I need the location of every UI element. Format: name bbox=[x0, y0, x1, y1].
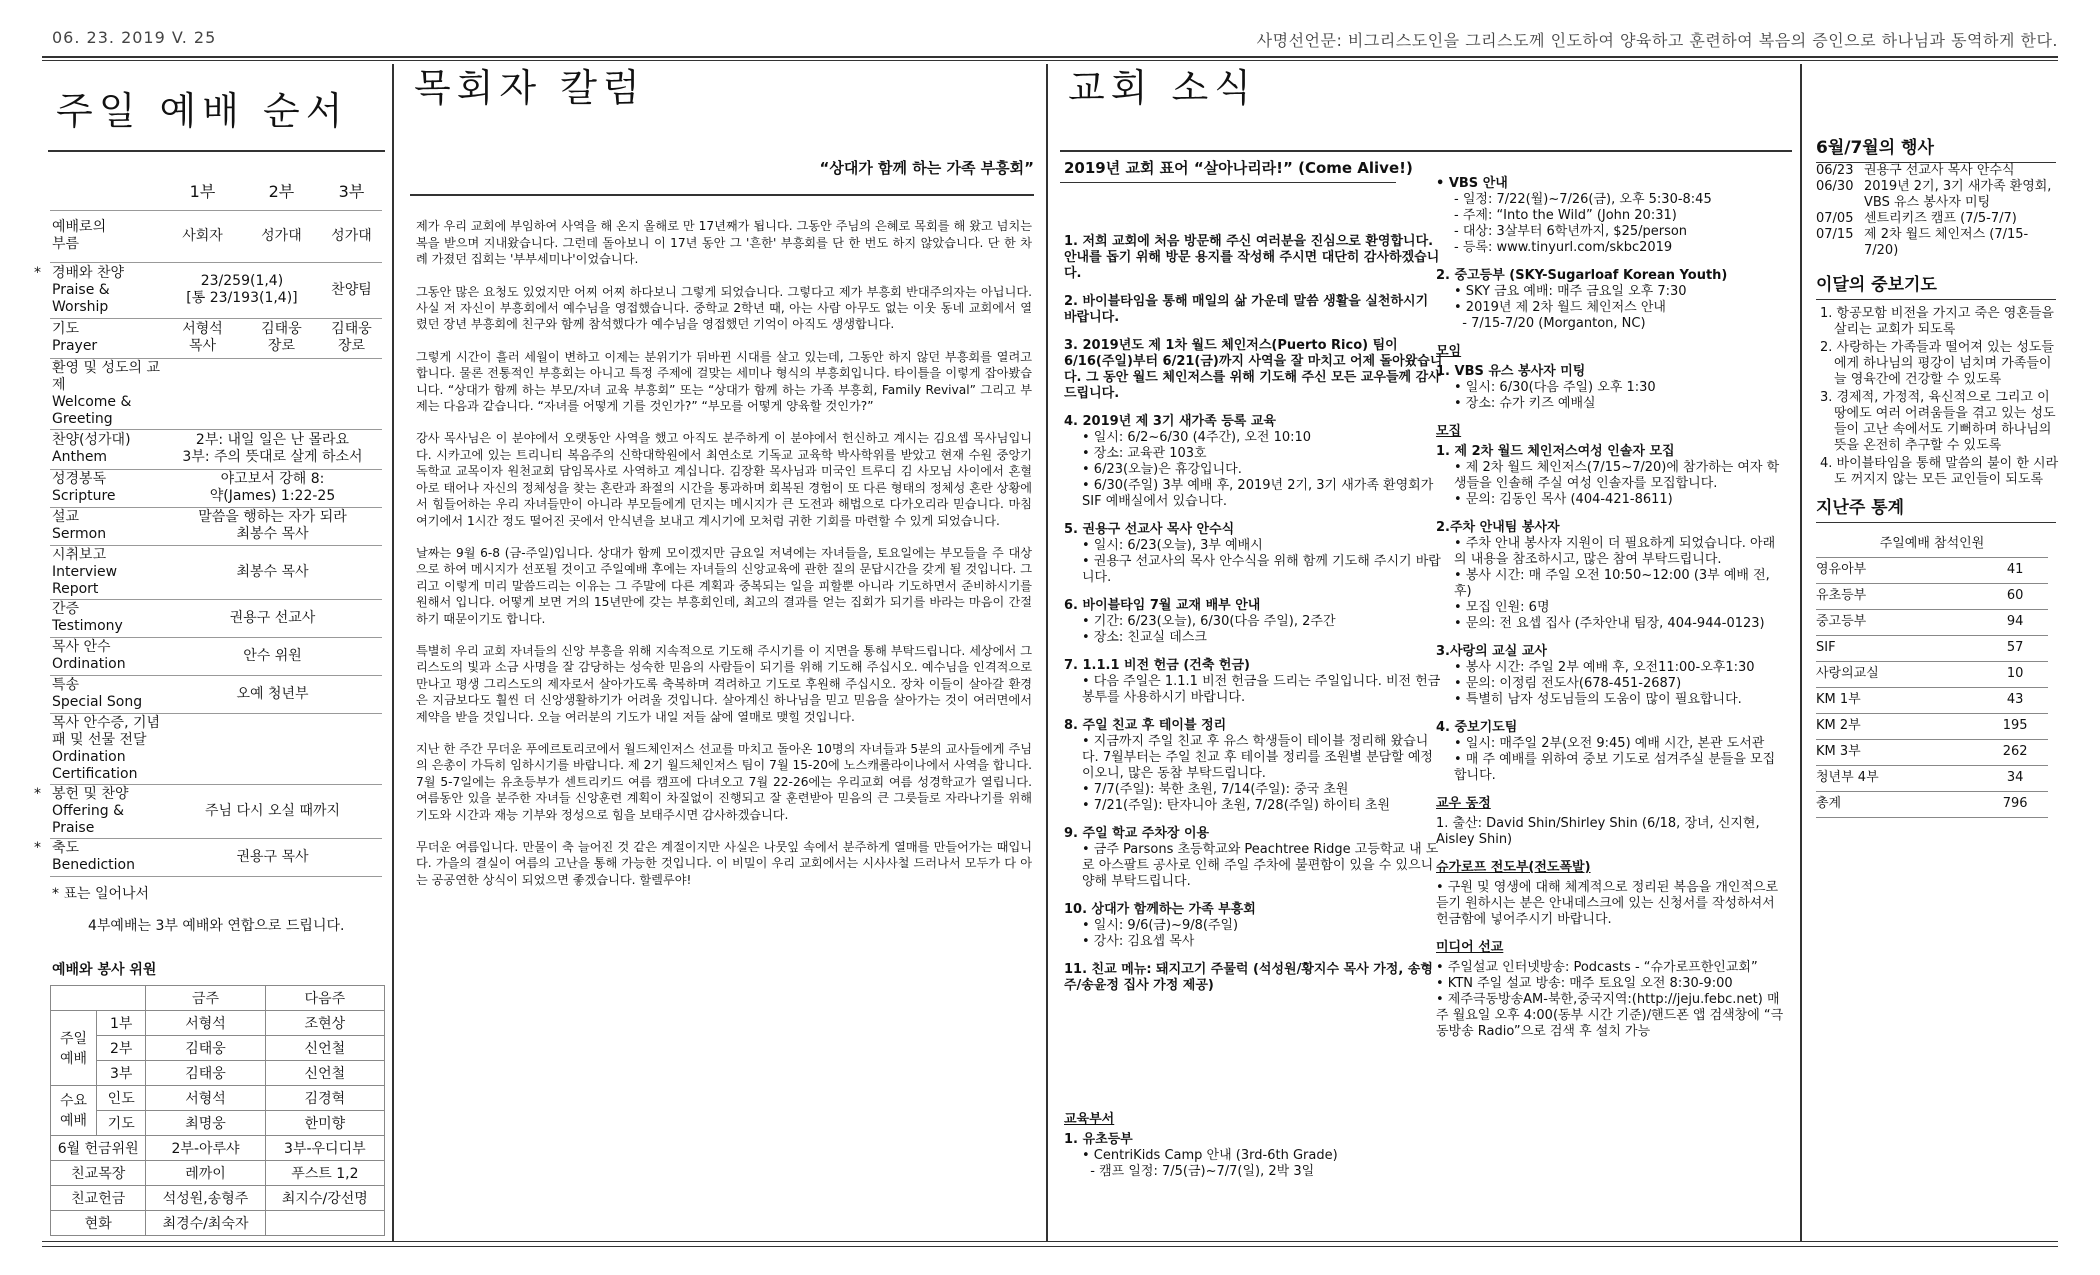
stats-value: 262 bbox=[1982, 739, 2048, 765]
stats-row bbox=[1816, 687, 2048, 713]
worship-item-value: 성가대 bbox=[321, 210, 382, 262]
worship-item-name: 특송 Special Song bbox=[52, 677, 143, 710]
stats-row bbox=[1816, 739, 2048, 765]
divider bbox=[1816, 522, 2056, 523]
column-paragraph: 무더운 여름입니다. 만물이 축 늘어진 것 같은 계절이지만 사실은 나뭇잎 속에서 분주하게 열매를 만들어가는 때입니다. 가을의 결실이 여름의 고난을 통해 가능한 것입니다. 이 비밀이 우리 교회에서는 시사사철 드러나서 모두가 다 아는 공공연한 상식이 되었으면 좋겠습니다. 할렐루야! bbox=[416, 840, 1032, 887]
news-item-detail: • 2019년 제 2차 월드 체인저스 안내 bbox=[1454, 300, 1666, 315]
news-item-detail: • 봉사 시간: 주일 2부 예배 후, 오전11:00-오후1:30 bbox=[1454, 660, 1755, 675]
news-item-detail: • 장소: 친교실 데스크 bbox=[1082, 630, 1207, 645]
worship-row bbox=[50, 545, 382, 599]
worship-item-value: 오예 청년부 bbox=[163, 675, 382, 713]
stand-marker: * bbox=[34, 264, 41, 281]
worship-item-value bbox=[163, 358, 382, 429]
worship-row bbox=[50, 318, 382, 358]
news-item-detail: • 장소: 슈가 키즈 예배실 bbox=[1454, 396, 1596, 411]
news-item-title: 1. 유초등부 bbox=[1064, 1132, 1133, 1147]
worship-item-value: 권용구 선교사 bbox=[163, 599, 382, 637]
news-item bbox=[1436, 444, 1786, 508]
news-item bbox=[1064, 414, 1444, 510]
worship-row bbox=[50, 262, 382, 318]
news-item-detail: • 문의: 전 요셉 집사 (주차안내 팀장, 404-944-0123) bbox=[1454, 616, 1765, 631]
stats-label: KM 2부 bbox=[1816, 713, 1982, 739]
volunteers-table bbox=[50, 985, 385, 1236]
stats-header: 주일예배 참석인원 bbox=[1816, 531, 2048, 557]
news-item-detail: • 일시: 매주일 2부(오전 9:45) 예배 시간, 본관 도서관 bbox=[1454, 736, 1765, 751]
worship-row bbox=[50, 784, 382, 838]
header-rule-thin bbox=[42, 60, 2058, 61]
divider bbox=[1060, 182, 1396, 183]
volunteer-row bbox=[51, 1185, 385, 1210]
worship-order-section bbox=[34, 64, 389, 1241]
worship-item-value: 서형석 목사 bbox=[163, 318, 242, 358]
stats-row bbox=[1816, 791, 2048, 817]
star-note: * 표는 일어나서 bbox=[52, 885, 150, 902]
worship-row bbox=[50, 675, 382, 713]
volunteers-header-row bbox=[51, 985, 385, 1010]
column-subtitle: “상대가 함께 하는 가족 부흥회” bbox=[819, 159, 1034, 177]
news-item-detail: - 대상: 3살부터 6학년까지, $25/person bbox=[1454, 224, 1688, 239]
worship-item-label bbox=[50, 358, 163, 429]
stats-title: 지난주 통계 bbox=[1816, 498, 1905, 518]
news-item bbox=[1064, 598, 1444, 646]
volunteer-next-week: 3부-우디디부 bbox=[265, 1135, 384, 1160]
news-item bbox=[1436, 176, 1786, 256]
stats-value: 796 bbox=[1982, 791, 2048, 817]
news-item-title: 1. VBS 유스 봉사자 미팅 bbox=[1436, 364, 1586, 379]
members-news: 1. 출산: David Shin/Shirley Shin (6/18, 장녀, 신지현, Aisley Shin) bbox=[1436, 816, 1760, 847]
volunteer-group: 6월 헌금위원 bbox=[51, 1135, 146, 1160]
service-col-header: 2부 bbox=[242, 174, 321, 210]
column-title: 목회자 칼럼 bbox=[414, 66, 646, 110]
worship-order-table bbox=[34, 174, 382, 877]
news-item-title: 5. 권용구 선교사 목사 안수식 bbox=[1064, 522, 1235, 537]
stats-row bbox=[1816, 661, 2048, 687]
worship-item-name: 성경봉독 Scripture bbox=[52, 471, 116, 504]
meeting-heading: 모임 bbox=[1436, 344, 1462, 359]
news-item bbox=[1064, 1132, 1444, 1180]
stats-row bbox=[1816, 609, 2048, 635]
worship-item-label bbox=[50, 429, 163, 469]
volunteer-this-week: 최명웅 bbox=[146, 1110, 265, 1135]
stats-label: 청년부 4부 bbox=[1816, 765, 1982, 791]
news-item bbox=[1064, 718, 1444, 814]
events-section bbox=[1812, 64, 2060, 1241]
worship-item-name: 목사 안수증, 기념패 및 선물 전달 Ordination Certification bbox=[52, 714, 161, 782]
worship-item-value: 김태웅 장로 bbox=[242, 318, 321, 358]
stats-label: SIF bbox=[1816, 635, 1982, 661]
worship-row bbox=[50, 358, 382, 429]
divider bbox=[48, 150, 385, 152]
news-item-detail: • 7/21(주일): 탄자니아 초원, 7/28(주일) 하이티 초원 bbox=[1082, 798, 1391, 813]
volunteer-next-week: 김경혁 bbox=[265, 1085, 384, 1110]
news-item bbox=[1064, 962, 1444, 994]
media-item: • 주일설교 인터넷방송: Podcasts - “슈가로프한인교회” bbox=[1436, 960, 1758, 975]
worship-item-value: 말씀을 행하는 자가 되라 최봉수 목사 bbox=[163, 507, 382, 545]
media-item: • KTN 주일 설교 방송: 매주 토요일 오전 8:30-9:00 bbox=[1436, 976, 1733, 991]
volunteer-group: 주일 예배 bbox=[51, 1010, 97, 1085]
news-left-column bbox=[1064, 234, 1444, 1192]
column-divider bbox=[392, 64, 394, 1241]
pastor-column-section bbox=[402, 64, 1042, 1241]
volunteer-row bbox=[51, 1210, 385, 1235]
edu-heading: 교육부서 bbox=[1064, 1112, 1115, 1127]
stats-label: 총계 bbox=[1816, 791, 1982, 817]
volunteer-row bbox=[51, 1135, 385, 1160]
worship-item-label bbox=[50, 318, 163, 358]
volunteer-this-week: 서형석 bbox=[146, 1010, 265, 1035]
volunteer-group: 현화 bbox=[51, 1210, 146, 1235]
header-cell bbox=[50, 174, 163, 210]
column-divider bbox=[1046, 64, 1048, 1241]
worship-item-label bbox=[50, 675, 163, 713]
news-right-column bbox=[1436, 176, 1786, 1040]
worship-item-label bbox=[34, 784, 163, 838]
worship-item-value: 성가대 bbox=[242, 210, 321, 262]
header-bar bbox=[42, 28, 2058, 54]
news-item-title: 3.사랑의 교실 교사 bbox=[1436, 644, 1547, 659]
news-item-title: 11. 친교 메뉴: 돼지고기 주물럭 (석성원/황지수 목사 가정, 송형주/송윤정 집사 가정 제공) bbox=[1064, 962, 1433, 993]
news-item-detail: • 매 주 예배를 위하여 중보 기도로 섬겨주실 분들을 모집합니다. bbox=[1454, 752, 1776, 783]
volunteer-role: 기도 bbox=[97, 1110, 146, 1135]
events-title: 6월/7월의 행사 bbox=[1816, 138, 1934, 158]
members-heading: 교우 동정 bbox=[1436, 796, 1491, 811]
volunteer-next-week: 신언철 bbox=[265, 1035, 384, 1060]
volunteer-this-week: 2부-아루샤 bbox=[146, 1135, 265, 1160]
stats-row bbox=[1816, 583, 2048, 609]
volunteer-this-week: 최경수/최숙자 bbox=[146, 1210, 265, 1235]
worship-item-name: 찬양(성가대) Anthem bbox=[52, 432, 131, 465]
event-text: 제 2차 월드 체인저스 (7/15-7/20) bbox=[1864, 227, 2029, 258]
event-text: 센트리키즈 캠프 (7/5-7/7) bbox=[1864, 211, 2017, 226]
news-item-detail: - 주제: “Into the Wild” (John 20:31) bbox=[1454, 208, 1677, 223]
stats-label: KM 1부 bbox=[1816, 687, 1982, 713]
worship-item-name: 설교 Sermon bbox=[52, 509, 107, 542]
worship-title: 주일 예배 순서 bbox=[56, 89, 349, 133]
volunteer-this-week: 김태웅 bbox=[146, 1035, 265, 1060]
news-item-detail: • 6/30(주일) 3부 예배 후, 2019년 2기, 3기 새가족 환영회가 SIF 예배실에서 있습니다. bbox=[1082, 478, 1438, 509]
event-row bbox=[1816, 179, 2060, 211]
stats-value: 57 bbox=[1982, 635, 2048, 661]
worship-item-label bbox=[34, 262, 163, 318]
news-item-title: 4. 중보기도팀 bbox=[1436, 720, 1518, 735]
news-item-detail: • CentriKids Camp 안내 (3rd-6th Grade) bbox=[1082, 1148, 1338, 1163]
mission-statement: 사명선언문: 비그리스도인을 그리스도께 인도하여 양육하고 훈련하여 복음의 증인으로 하나님과 동역하게 한다. bbox=[1256, 31, 2058, 50]
news-item-detail: • 6/23(오늘)은 휴강입니다. bbox=[1082, 462, 1242, 477]
volunteer-this-week: 서형석 bbox=[146, 1085, 265, 1110]
news-item-title: 1. 저희 교회에 처음 방문해 주신 여러분을 진심으로 환영합니다. 안내를 돕기 위해 방문 용지를 작성해 주시면 대단히 감사하겠습니다. bbox=[1064, 234, 1440, 281]
worship-item-value: 사회자 bbox=[163, 210, 242, 262]
worship-item-value: 23/259(1,4) [통 23/193(1,4)] bbox=[163, 262, 321, 318]
church-news-section bbox=[1056, 64, 1796, 1241]
volunteer-row bbox=[51, 1160, 385, 1185]
column-divider bbox=[1800, 64, 1802, 1241]
news-item-detail: • 일시: 6/30(다음 주일) 오후 1:30 bbox=[1454, 380, 1656, 395]
volunteer-next-week: 조현상 bbox=[265, 1010, 384, 1035]
header-rule bbox=[42, 56, 2058, 58]
news-item-title: 2.주차 안내팀 봉사자 bbox=[1436, 520, 1560, 535]
column-body bbox=[402, 218, 1042, 888]
column-paragraph: 강사 목사님은 이 분야에서 오랫동안 사역을 했고 아직도 분주하게 이 분야에서 헌신하고 계시는 김요셉 목사님입니다. 시카고에 있는 트리니티 복음주의 신학대학원에서 최연소로 기독교 교육학 박사학위를 받았고 현재 수원 중앙기독학교 교목이자 원천교회 담임목사로 사역하고 계십니다. 김장환 목사님과 미국인 트루디 김 사모님 사이에서 혼혈아로 태어나 자신의 정체성을 찾는 혼란과 좌절의 시간을 통과하며 회복된 경험이 또 다른 형태의 정체성 혼란 상황에서 힘들어하는 우리 자녀들만이 아니라 부모들에게 던지는 메시지가 큰 도전과 해법으로 다가오리라 믿습니다. 마침 여기에서 1시간 정도 떨어진 곳에서 안식년을 보내고 계시기에 모처럼 귀한 기회를 마련할 수 있게 되었습니다. bbox=[416, 431, 1032, 528]
week-header: 다음주 bbox=[265, 985, 384, 1010]
column-paragraph: 지난 한 주간 무더운 푸에르토리코에서 월드체인저스 선교를 마치고 돌아온 10명의 자녀들과 5분의 교사들에게 주님의 은총이 가득히 임하시기를 바랍니다. 제 2기 월드체인저스 팀이 7월 15-20에 노스캐롤라이나에서 사역을 합니다. 7월 5-7일에는 유초등부가 센트리키드 여름 캠프에 다녀오고 7월 22-26에는 우리교회 여름 성경학교가 열립니다. 여름동안 있을 분주한 자녀들 신앙훈련 계획이 차질없이 진행되고 잘 훈련받아 믿음의 큰 그릇들로 자라나기를 위해 기도와 시간과 재능 기부와 정성으로 힘을 보태주시면 감사하겠습니다. bbox=[416, 741, 1032, 822]
event-date: 07/15 bbox=[1816, 227, 1854, 242]
news-title: 교회 소식 bbox=[1068, 66, 1257, 110]
stats-label: KM 3부 bbox=[1816, 739, 1982, 765]
news-item-detail: • 다음 주일은 1.1.1 비전 헌금을 드리는 주일입니다. 비전 헌금 봉투를 사용하시기 바랍니다. bbox=[1082, 674, 1445, 705]
news-item-title: 1. 제 2차 월드 체인저스여성 인솔자 모집 bbox=[1436, 444, 1675, 459]
stats-row bbox=[1816, 765, 2048, 791]
stats-value: 94 bbox=[1982, 609, 2048, 635]
column-paragraph: 제가 우리 교회에 부임하여 사역을 해 온지 올해로 만 17년째가 됩니다. 그동안 주님의 은혜로 목회를 해 왔고 넘치는 복을 받으며 지내왔습니다. 그런데 돌아보니 이 17년 동안 그 '흔한' 부흥회를 단 한 번도 하지 않았습니다. 단 한 차례 가졌던 집회는 '부부세미나'이었습니다. bbox=[416, 219, 1032, 267]
worship-item-label bbox=[50, 637, 163, 675]
stats-row bbox=[1816, 635, 2048, 661]
volunteer-row bbox=[51, 1010, 385, 1035]
news-item-detail: • 봉사 시간: 매 주일 오전 10:50~12:00 (3부 예배 전, 후) bbox=[1454, 568, 1774, 599]
news-item-detail: • 일시: 9/6(금)~9/8(주일) bbox=[1082, 918, 1239, 933]
news-item-title: 4. 2019년 제 3기 새가족 등록 교육 bbox=[1064, 414, 1276, 429]
news-item-title: 6. 바이블타임 7월 교재 배부 안내 bbox=[1064, 598, 1261, 613]
combined-service-note: 4부예배는 3부 예배와 연합으로 드립니다. bbox=[88, 917, 345, 934]
stats-value: 60 bbox=[1982, 583, 2048, 609]
worship-item-name: 목사 안수 Ordination bbox=[52, 639, 126, 672]
news-item-detail: • 일시: 6/2~6/30 (4주간), 오전 10:10 bbox=[1082, 430, 1312, 445]
volunteer-this-week: 석성원,송형주 bbox=[146, 1185, 265, 1210]
volunteer-group: 친교목장 bbox=[51, 1160, 146, 1185]
worship-item-name: 축도 Benediction bbox=[52, 840, 135, 873]
prayer-item: 3. 경제적, 가정적, 육신적으로 그리고 이 땅에도 여러 어려움들을 겪고 있는 성도들이 고난 속에서도 기뻐하며 하나님의 뜻을 온전히 추구할 수 있도록 bbox=[1820, 390, 2056, 453]
worship-row bbox=[50, 713, 382, 784]
media-item: • 제주극동방송AM-북한,중국지역:(http://jeju.febc.net) 매주 월요일 오후 4:00(동부 시간 기준)/핸드폰 앱 검색창에 “극동방송 Radio”으로 검색 후 설치 가능 bbox=[1436, 992, 1784, 1039]
worship-row bbox=[50, 637, 382, 675]
stats-row bbox=[1816, 557, 2048, 583]
service-col-header: 3부 bbox=[321, 174, 382, 210]
worship-item-label bbox=[50, 469, 163, 507]
prayer-list bbox=[1820, 306, 2060, 488]
worship-item-name: 간증 Testimony bbox=[52, 601, 123, 634]
news-item-detail: • 권용구 선교사의 목사 안수식을 위해 함께 기도해 주시기 바랍니다. bbox=[1082, 554, 1441, 585]
volunteer-next-week: 신언철 bbox=[265, 1060, 384, 1085]
news-item-detail: • 일시: 6/23(오늘), 3부 예배시 bbox=[1082, 538, 1263, 553]
news-item bbox=[1064, 522, 1444, 586]
spacer bbox=[1812, 64, 2060, 140]
worship-row bbox=[50, 469, 382, 507]
news-item-detail: • SKY 금요 예배: 매주 금요일 오후 7:30 bbox=[1454, 284, 1687, 299]
worship-header-row bbox=[50, 174, 382, 210]
column-paragraph: 특별히 우리 교회 자녀들의 신앙 부흥을 위해 지속적으로 기도해 주시기를 이 지면을 통해 부탁드립니다. 세상에서 그리스도의 빛과 소금 사명을 잘 감당하는 성숙한 믿음의 사람들이 되기를 위해 기도해 주십시오. 예수님을 인격적으로 만나고 평생 그리스도의 제자로서 살아가도록 축복하며 격려하고 기도로 후원해 주십시오. 장차 이들이 살아갈 환경은 지금보다도 훨씬 더 신앙생활하기가 어려울 것입니다. 살아계신 하나님을 믿고 믿음을 살아가는 것이 여러면에서 제약을 받을 것입니다. 오늘 여러분의 기도가 내일 저들 삶에 열매로 맺힐 것입니다. bbox=[416, 643, 1032, 724]
volunteer-role: 2부 bbox=[97, 1035, 146, 1060]
news-item-title: 10. 상대가 함께하는 가족 부흥회 bbox=[1064, 902, 1256, 917]
worship-item-name: 경배와 찬양 Praise & Worship bbox=[52, 264, 125, 315]
news-item-detail: - 일정: 7/22(월)~7/26(금), 오후 5:30-8:45 bbox=[1454, 192, 1712, 207]
worship-item-name: 봉헌 및 찬양 Offering & Praise bbox=[52, 785, 129, 836]
news-item-detail: • 문의: 김동인 목사 (404-421-8611) bbox=[1454, 492, 1673, 507]
stats-row bbox=[1816, 713, 2048, 739]
news-item-detail: • 주차 안내 봉사자 지원이 더 필요하게 되었습니다. 아래의 내용을 참조하시고, 많은 참여 부탁드립니다. bbox=[1454, 536, 1776, 567]
worship-item-value: 안수 위원 bbox=[163, 637, 382, 675]
news-item-detail: • 문의: 이정림 전도사(678-451-2687) bbox=[1454, 676, 1682, 691]
news-item-detail: • 강사: 김요셉 목사 bbox=[1082, 934, 1195, 949]
event-text: 2019년 2기, 3기 새가족 환영회, VBS 유스 봉사자 미팅 bbox=[1864, 179, 2052, 210]
worship-item-value: 2부: 내일 일은 난 몰라요 3부: 주의 뜻대로 살게 하소서 bbox=[163, 429, 382, 469]
header-cell bbox=[51, 985, 146, 1010]
prayer-item: 1. 항공모함 비전을 가지고 죽은 영혼들을 살리는 교회가 되도록 bbox=[1820, 306, 2054, 337]
evangelism-heading: 슈가로프 전도부(전도폭발) bbox=[1436, 860, 1591, 875]
volunteer-next-week: 푸스트 1,2 bbox=[265, 1160, 384, 1185]
worship-item-label bbox=[50, 545, 163, 599]
column-paragraph: 그동안 많은 요청도 있었지만 어찌 어찌 하다보니 그렇게 되었습니다. 그렇다고 제가 부흥회 반대주의자는 아닙니다. 사실 저 자신이 부흥회에서 예수님을 영접했습니다. 중학교 2학년 때, 아는 사람 아무도 없는 이웃 동네 교회에서 열렸던 장년 부흥회에 친구와 함께 참석했다가 예수님을 영접했던 기억이 아직도 생생합니다. bbox=[416, 284, 1032, 332]
volunteers-title: 예배와 봉사 위원 bbox=[52, 961, 157, 978]
column-paragraph: 날짜는 9월 6-8 (금-주일)입니다. 상대가 함께 모이겠지만 금요일 저녁에는 자녀들을, 토요일에는 부모들을 주 대상으로 하여 메시지가 선포될 것이고 주일예배 후에는 자녀들의 신앙교육에 관한 질의 문답시간을 갖게 될 것입니다. 그리고 이렇게 미리 말씀드리는 이유는 그 주말에 다른 계획과 중복되는 일을 피할뿐 아니라 기도하면서 준비하시기를 원해서 입니다. 어떻게 보면 거의 15년만에 갖는 부흥회인데, 최고의 결과를 얻는 집회가 되기를 바라는 마음이 간절하기 때문이기도 합니다. bbox=[416, 545, 1032, 626]
worship-row bbox=[50, 838, 382, 876]
news-item-detail: • 지금까지 주일 친교 후 유스 학생들이 테이블 정리해 왔습니다. 7월부터는 주일 친교 후 테이블 정리를 조원별 분담할 예정이오니, 많은 동참 부탁드립니다. bbox=[1082, 734, 1433, 781]
volunteer-role: 1부 bbox=[97, 1010, 146, 1035]
media-heading: 미디어 선교 bbox=[1436, 940, 1504, 955]
event-date: 07/05 bbox=[1816, 211, 1854, 226]
worship-item-name: 예배로의 부름 bbox=[52, 219, 107, 252]
volunteer-row bbox=[51, 1060, 385, 1085]
service-col-header: 1부 bbox=[163, 174, 242, 210]
footer-rule bbox=[42, 1241, 2058, 1247]
volunteer-row bbox=[51, 1085, 385, 1110]
volunteer-role: 인도 bbox=[97, 1085, 146, 1110]
news-item-detail: - 등록: www.tinyurl.com/skbc2019 bbox=[1454, 240, 1673, 255]
worship-row bbox=[50, 507, 382, 545]
event-date: 06/23 bbox=[1816, 163, 1854, 178]
worship-row bbox=[50, 599, 382, 637]
worship-item-value: 최봉수 목사 bbox=[163, 545, 382, 599]
news-item-title: 9. 주일 학교 주차장 이용 bbox=[1064, 826, 1210, 841]
news-item-detail: • 7/7(주일): 북한 초원, 7/14(주일): 중국 초원 bbox=[1082, 782, 1349, 797]
news-item-title: 7. 1.1.1 비전 헌금 (건축 헌금) bbox=[1064, 658, 1250, 673]
stats-header-row bbox=[1816, 531, 2048, 557]
divider bbox=[1060, 150, 1792, 152]
news-item bbox=[1436, 364, 1786, 412]
issue-date: 06. 23. 2019 V. 25 bbox=[52, 28, 217, 47]
volunteer-next-week bbox=[265, 1210, 384, 1235]
church-motto: 2019년 교회 표어 “살아나리라!” (Come Alive!) bbox=[1064, 159, 1413, 177]
worship-item-value: 야고보서 강해 8: 약(James) 1:22-25 bbox=[163, 469, 382, 507]
divider bbox=[1816, 299, 2056, 300]
worship-item-name: 기도 Prayer bbox=[52, 321, 98, 354]
stats-value: 41 bbox=[1982, 557, 2048, 583]
event-date: 06/30 bbox=[1816, 179, 1854, 194]
news-item bbox=[1436, 644, 1786, 708]
worship-item-label bbox=[50, 507, 163, 545]
stats-label: 유초등부 bbox=[1816, 583, 1982, 609]
event-row bbox=[1816, 163, 2060, 179]
news-item bbox=[1064, 902, 1444, 950]
news-item bbox=[1436, 720, 1786, 784]
stand-marker: * bbox=[34, 785, 41, 802]
worship-item-value: 주님 다시 오실 때까지 bbox=[163, 784, 382, 838]
stats-label: 사랑의교실 bbox=[1816, 661, 1982, 687]
news-item bbox=[1436, 268, 1786, 332]
news-item-detail: • 장소: 교육관 103호 bbox=[1082, 446, 1207, 461]
worship-item-label bbox=[34, 838, 163, 876]
news-item-detail: - 캠프 일정: 7/5(금)~7/7(일), 2박 3일 bbox=[1082, 1164, 1315, 1179]
worship-item-value: 찬양팀 bbox=[321, 262, 382, 318]
stats-table bbox=[1816, 531, 2048, 818]
volunteer-next-week: 최지수/강선명 bbox=[265, 1185, 384, 1210]
event-text: 권용구 선교사 목사 안수식 bbox=[1864, 163, 2015, 178]
news-item-title: • VBS 안내 bbox=[1436, 176, 1508, 191]
news-item bbox=[1064, 826, 1444, 890]
volunteer-group: 수요 예배 bbox=[51, 1085, 97, 1135]
news-item bbox=[1064, 294, 1444, 326]
events-list bbox=[1816, 163, 2060, 259]
worship-item-label bbox=[50, 210, 163, 262]
news-item bbox=[1064, 234, 1444, 282]
news-item-detail: • 기간: 6/23(오늘), 6/30(다음 주일), 2주간 bbox=[1082, 614, 1336, 629]
worship-row bbox=[50, 429, 382, 469]
volunteer-this-week: 레까이 bbox=[146, 1160, 265, 1185]
stats-value: 43 bbox=[1982, 687, 2048, 713]
stats-value: 34 bbox=[1982, 765, 2048, 791]
stats-value: 195 bbox=[1982, 713, 2048, 739]
event-row bbox=[1816, 211, 2060, 227]
volunteer-row bbox=[51, 1035, 385, 1060]
news-item-title: 2. 중고등부 (SKY-Sugarloaf Korean Youth) bbox=[1436, 268, 1728, 283]
week-header: 금주 bbox=[146, 985, 265, 1010]
volunteer-role: 3부 bbox=[97, 1060, 146, 1085]
stats-label: 영유아부 bbox=[1816, 557, 1982, 583]
volunteer-row bbox=[51, 1110, 385, 1135]
news-item bbox=[1064, 658, 1444, 706]
prayer-item: 2. 사랑하는 가족들과 떨어져 있는 성도들에게 하나님의 평강이 넘치며 가족들이 늘 영육간에 건강할 수 있도록 bbox=[1820, 340, 2054, 387]
stats-value: 10 bbox=[1982, 661, 2048, 687]
news-item-title: 8. 주일 친교 후 테이블 정리 bbox=[1064, 718, 1227, 733]
stand-marker: * bbox=[34, 840, 41, 856]
news-item-detail: • 제 2차 월드 체인저스(7/15~7/20)에 참가하는 여자 학생들을 인솔해 주실 여성 인솔자를 모집합니다. bbox=[1454, 460, 1780, 491]
stats-label: 중고등부 bbox=[1816, 609, 1982, 635]
divider bbox=[410, 194, 1034, 196]
worship-item-name: 환영 및 성도의 교제 Welcome & Greeting bbox=[52, 359, 161, 427]
news-item bbox=[1064, 338, 1444, 402]
news-item-detail: • 금주 Parsons 초등학교와 Peachtree Ridge 고등학교 내 도로 아스팔트 공사로 인해 주일 주차에 불편함이 있을 수 있으니 양해 부탁드립니다. bbox=[1082, 842, 1439, 889]
news-item-detail: - 7/15-7/20 (Morganton, NC) bbox=[1454, 316, 1646, 331]
worship-item-value: 권용구 목사 bbox=[163, 838, 382, 876]
volunteer-next-week: 한미향 bbox=[265, 1110, 384, 1135]
news-item-detail: • 특별히 남자 성도님들의 도움이 많이 필요합니다. bbox=[1454, 692, 1742, 707]
worship-item-value: 김태웅 장로 bbox=[321, 318, 382, 358]
evangelism-text: • 구원 및 영생에 대해 체계적으로 정리된 복음을 개인적으로 듣기 원하시는 분은 안내데스크에 있는 신청서를 작성하셔서 헌금함에 넣어주시기 바랍니다. bbox=[1436, 880, 1779, 927]
worship-item-name: 시취보고 Interview Report bbox=[52, 546, 118, 597]
prayer-title: 이달의 중보기도 bbox=[1816, 275, 1937, 295]
prayer-item: 4. 바이블타임을 통해 말씀의 불이 한 시라도 꺼지지 않는 모든 교인들이 되도록 bbox=[1820, 456, 2059, 487]
event-row bbox=[1816, 227, 2060, 259]
column-paragraph: 그렇게 시간이 흘러 세월이 변하고 이제는 분위기가 뒤바뀐 시대를 살고 있는데, 그동안 하지 않던 부흥회를 열려고 합니다. 물론 전통적인 부흥회는 아니고 특정 주제에 걸맞는 세미나 형식의 부흥회입니다. 타이틀을 이렇게 잡아봤습니다. “상대가 함께 하는 부모/자녀 교육 부흥회” 또는 “상대가 함께 하는 가족 부흥회, Family Revival” 그리고 부제는 다음과 같습니다. “자녀를 어떻게 기를 것인가?” “부모를 어떻게 양육할 것인가?” bbox=[416, 349, 1032, 414]
news-item-detail: • 모집 인원: 6명 bbox=[1454, 600, 1550, 615]
worship-item-value bbox=[163, 713, 382, 784]
volunteer-this-week: 김태웅 bbox=[146, 1060, 265, 1085]
volunteer-group: 친교헌금 bbox=[51, 1185, 146, 1210]
recruit-heading: 모집 bbox=[1436, 424, 1462, 439]
news-item bbox=[1436, 520, 1786, 632]
worship-item-label bbox=[50, 713, 163, 784]
worship-row bbox=[50, 210, 382, 262]
worship-item-label bbox=[50, 599, 163, 637]
news-item-title: 2. 바이블타임을 통해 매일의 삶 가운데 말씀 생활을 실천하시기 바랍니다. bbox=[1064, 294, 1429, 325]
news-item-title: 3. 2019년도 제 1차 월드 체인저스(Puerto Rico) 팀이 6/16(주일)부터 6/21(금)까지 사역을 잘 마치고 어제 돌아왔습니다. 그 동안 월드 체인저스를 위해 기도해 주신 모든 교우들께 감사드립니다. bbox=[1064, 338, 1443, 401]
